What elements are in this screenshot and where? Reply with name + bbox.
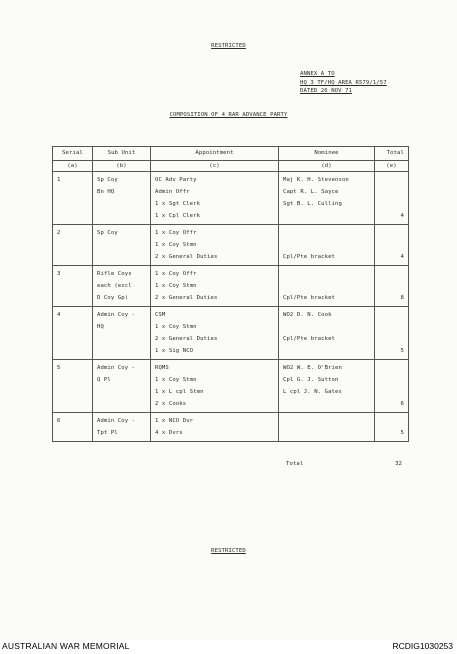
appointment-line: OC Adv Party	[155, 177, 197, 183]
nominee-cell	[279, 307, 375, 359]
sub-unit-line: Admin Coy -	[97, 365, 136, 371]
nominee-line	[283, 280, 370, 292]
header-serial: Serial	[53, 147, 93, 160]
appointment-line: CSM	[155, 312, 166, 318]
table-row	[53, 225, 408, 266]
sub-unit-line: Sp Coy	[97, 230, 118, 236]
serial-value: 4	[57, 312, 61, 318]
appointment-line: 1 x Coy Stmn	[155, 377, 197, 383]
total-cell	[375, 225, 408, 265]
subheader-e: (e)	[386, 163, 397, 169]
nominee-line	[283, 227, 370, 239]
total-cell	[375, 172, 408, 224]
table-row	[53, 413, 408, 441]
nominee-line: Cpl/Pte bracket	[283, 336, 336, 342]
spacer	[379, 374, 404, 386]
nominee-line: WO2 W. E. O'Brien	[283, 365, 342, 371]
sub-unit-line: D Coy Gp)	[97, 295, 129, 301]
document-title: COMPOSITION OF 4 RAR ADVANCE PARTY	[169, 112, 288, 118]
nominee-line: Maj K. H. Stevenson	[283, 177, 349, 183]
grand-total-value: 32	[395, 461, 402, 467]
spacer	[379, 198, 404, 210]
serial-value: 5	[57, 365, 61, 371]
serial-cell	[53, 225, 93, 265]
grand-total-label: Total	[286, 461, 304, 467]
spacer	[379, 309, 404, 321]
serial-value: 3	[57, 271, 61, 277]
sub-unit-line: Sp Coy	[97, 177, 118, 183]
table-header-row	[53, 147, 408, 161]
subheader-c: (c)	[151, 161, 279, 171]
header-appointment: Appointment	[151, 147, 279, 160]
appointment-line: 1 x Cpl Clerk	[155, 213, 201, 219]
spacer	[379, 227, 404, 239]
annex-dated: DATED 26 NOV 71	[300, 88, 353, 94]
sub-unit-cell	[93, 413, 151, 441]
appointment-cell	[151, 413, 279, 441]
appointment-line: 2 x General Duties	[155, 336, 218, 342]
nominee-line: Cpl/Pte bracket	[283, 254, 336, 260]
appointment-line: 1 x Coy Stmn	[155, 324, 197, 330]
nominee-line	[283, 321, 370, 333]
restricted-marking-bottom: RESTRICTED	[211, 548, 246, 554]
serial-cell	[53, 360, 93, 412]
table-row	[53, 360, 408, 413]
nominee-line	[283, 210, 370, 222]
sub-unit-cell	[93, 172, 151, 224]
appointment-line: 1 x Sgt Clerk	[155, 201, 201, 207]
spacer	[379, 239, 404, 251]
row-total-value: 4	[400, 254, 404, 260]
spacer	[379, 268, 404, 280]
serial-cell	[53, 172, 93, 224]
serial-value: 6	[57, 418, 61, 424]
serial-cell	[53, 266, 93, 306]
nominee-line: L cpl J. N. Gates	[283, 389, 342, 395]
nominee-line	[283, 427, 370, 439]
header-sub-unit: Sub Unit	[93, 147, 151, 160]
table-row	[53, 307, 408, 360]
archive-footer	[0, 640, 457, 654]
spacer	[379, 362, 404, 374]
sub-unit-line: each (excl	[97, 283, 132, 289]
appointment-cell	[151, 266, 279, 306]
header-nominee: Nominee	[279, 147, 375, 160]
annex-line-1: ANNEX A TO	[300, 71, 335, 77]
subheader-d: (d)	[279, 161, 375, 171]
serial-value: 2	[57, 230, 61, 236]
sub-unit-line: Q Pl	[97, 377, 111, 383]
sub-unit-cell	[93, 360, 151, 412]
archive-id: RCDIG1030253	[392, 641, 453, 651]
serial-cell	[53, 307, 93, 359]
total-cell	[375, 360, 408, 412]
spacer	[379, 174, 404, 186]
appointment-line: RQMS	[155, 365, 169, 371]
appointment-line: 2 x General Duties	[155, 295, 218, 301]
appointment-line: 2 x General Duties	[155, 254, 218, 260]
total-cell	[375, 266, 408, 306]
total-cell	[375, 413, 408, 441]
sub-unit-line: Rifle Coys	[97, 271, 132, 277]
sub-unit-line: Admin Coy -	[97, 312, 136, 318]
sub-unit-cell	[93, 266, 151, 306]
row-total-value: 4	[400, 213, 404, 219]
nominee-cell	[279, 225, 375, 265]
appointment-cell	[151, 360, 279, 412]
row-total-value: 8	[400, 295, 404, 301]
nominee-cell	[279, 360, 375, 412]
appointment-line: Admin Offr	[155, 189, 190, 195]
nominee-cell	[279, 172, 375, 224]
appointment-line: 1 x Coy Stmn	[155, 242, 197, 248]
header-total: Total	[386, 150, 404, 156]
spacer	[379, 333, 404, 345]
table-row	[53, 172, 408, 225]
row-total-value: 5	[400, 430, 404, 436]
serial-value: 1	[57, 177, 61, 183]
composition-table	[52, 146, 409, 442]
annex-line-2: HQ 3 TF/HQ AREA R579/1/57	[300, 79, 387, 86]
sub-unit-cell	[93, 307, 151, 359]
sub-unit-line: Bn HQ	[97, 189, 115, 195]
appointment-line: 4 x Dvrs	[155, 430, 183, 436]
spacer	[379, 280, 404, 292]
sub-unit-line: HQ	[97, 324, 104, 330]
subheader-a: (a)	[53, 161, 93, 171]
nominee-line	[283, 398, 370, 410]
appointment-line: 2 x Cooks	[155, 401, 187, 407]
row-total-value: 6	[400, 401, 404, 407]
subheader-b: (b)	[93, 161, 151, 171]
appointment-line: 1 x Coy Stmn	[155, 283, 197, 289]
sub-unit-line: Admin Coy -	[97, 418, 136, 424]
table-subheader-row	[53, 161, 408, 172]
annex-reference	[300, 70, 387, 96]
nominee-line: Cpl/Pte bracket	[283, 295, 336, 301]
appointment-line: 1 x NCO Dvr	[155, 418, 194, 424]
nominee-cell	[279, 266, 375, 306]
appointment-line: 1 x L cpl Stmn	[155, 389, 204, 395]
appointment-cell	[151, 225, 279, 265]
total-cell	[375, 307, 408, 359]
nominee-line: WO2 D. N. Cook	[283, 312, 332, 318]
nominee-line	[283, 415, 370, 427]
restricted-marking-top: RESTRICTED	[211, 43, 246, 49]
spacer	[379, 321, 404, 333]
spacer	[379, 386, 404, 398]
appointment-line: 1 x Sig NCO	[155, 348, 194, 354]
nominee-line: Cpl G. J. Sutton	[283, 377, 339, 383]
nominee-line: Capt R. L. Sayce	[283, 189, 339, 195]
appointment-line: 1 x Coy Offr	[155, 230, 197, 236]
appointment-line: 1 x Coy Offr	[155, 271, 197, 277]
archive-credit: AUSTRALIAN WAR MEMORIAL	[2, 641, 130, 651]
nominee-line	[283, 268, 370, 280]
nominee-line	[283, 239, 370, 251]
appointment-cell	[151, 307, 279, 359]
appointment-cell	[151, 172, 279, 224]
sub-unit-line: Tpt Pl	[97, 430, 118, 436]
row-total-value: 5	[400, 348, 404, 354]
sub-unit-cell	[93, 225, 151, 265]
table-row	[53, 266, 408, 307]
spacer	[379, 186, 404, 198]
nominee-line: Sgt B. L. Culling	[283, 201, 342, 207]
nominee-line	[283, 345, 370, 357]
nominee-cell	[279, 413, 375, 441]
serial-cell	[53, 413, 93, 441]
spacer	[379, 415, 404, 427]
